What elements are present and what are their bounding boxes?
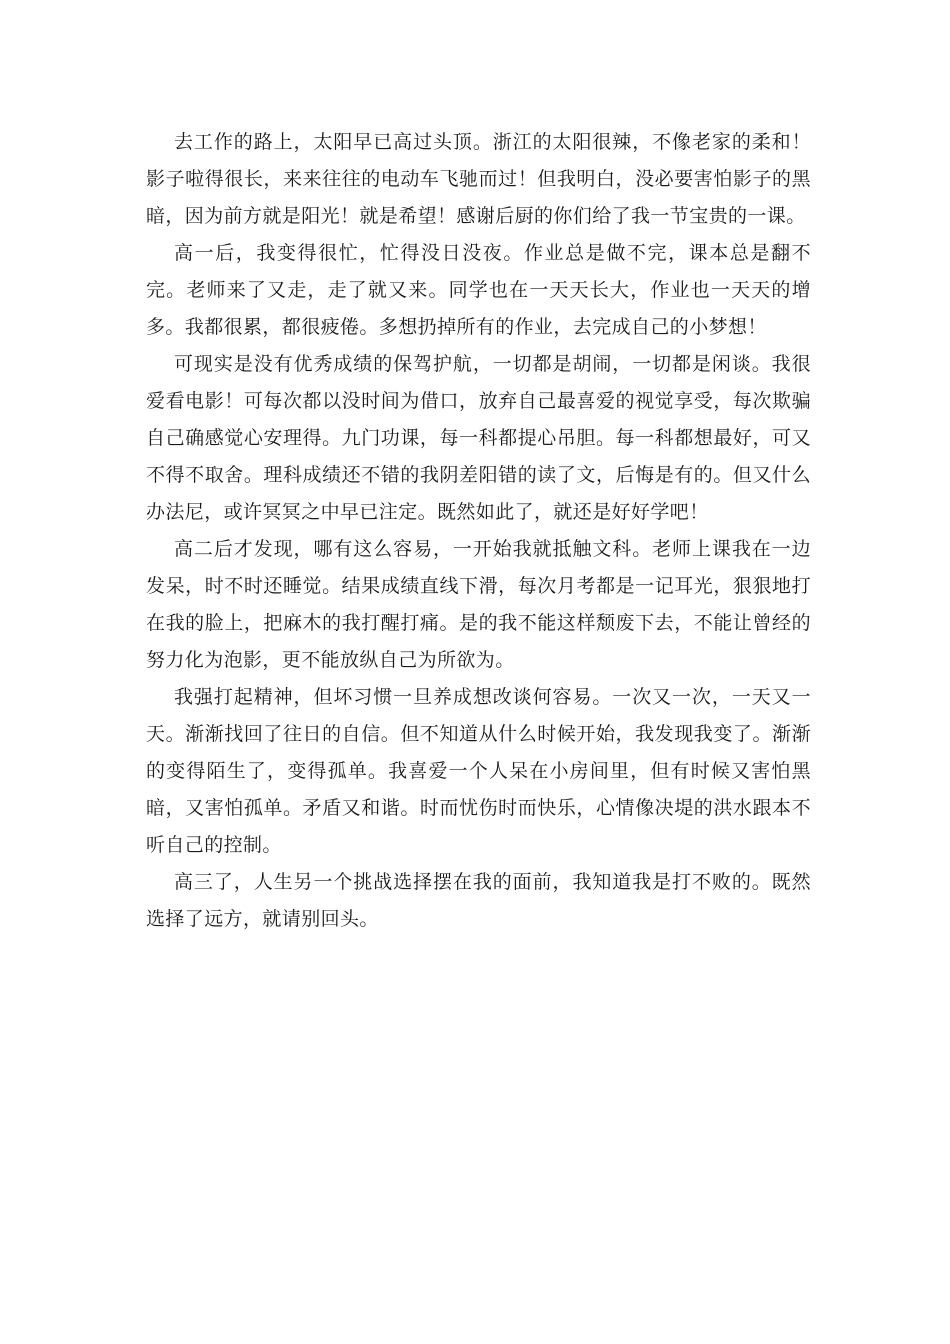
document-body: [146, 124, 811, 938]
paragraph-5: 我强打起精神，但坏习惯一旦养成想改谈何容易。一次又一次，一天又一天。渐渐找回了往日的自信。但不知道从什么时候开始，我发现我变了。渐渐的变得陌生了，变得孤单。我喜爱一个人呆在小房间里，但有时候又害怕黑暗，又害怕孤单。矛盾又和谐。时而忧伤时而快乐，心情像决堤的洪水跟本不听自己的控制。: [146, 686, 811, 856]
paragraph-2: 高一后，我变得很忙，忙得没日没夜。作业总是做不完，课本总是翻不完。老师来了又走，走了就又来。同学也在一天天长大，作业也一天天的增多。我都很累，都很疲倦。多想扔掉所有的作业，去完成自己的小梦想！: [146, 242, 811, 338]
paragraph-6: 高三了，人生另一个挑战选择摆在我的面前，我知道我是打不败的。既然选择了远方，就请别回头。: [146, 871, 811, 930]
paragraph-4: 高二后才发现，哪有这么容易，一开始我就抵触文科。老师上课我在一边发呆，时不时还睡觉。结果成绩直线下滑，每次月考都是一记耳光，狠狠地打在我的脸上，把麻木的我打醒打痛。是的我不能这样颓废下去，不能让曾经的努力化为泡影，更不能放纵自己为所欲为。: [146, 538, 811, 671]
paragraph-3: 可现实是没有优秀成绩的保驾护航，一切都是胡闹，一切都是闲谈。我很爱看电影！可每次都以没时间为借口，放弃自己最喜爱的视觉享受，每次欺骗自己确感觉心安理得。九门功课，每一科都提心吊胆。每一科都想最好，可又不得不取舍。理科成绩还不错的我阴差阳错的读了文，后悔是有的。但又什么办法尼，或许冥冥之中早已注定。既然如此了，就还是好好学吧！: [146, 353, 811, 523]
paragraph-1: 去工作的路上，太阳早已高过头顶。浙江的太阳很辣，不像老家的柔和！影子啦得很长，来来往往的电动车飞驰而过！但我明白，没必要害怕影子的黑暗，因为前方就是阳光！就是希望！感谢后厨的你们给了我一节宝贵的一课。: [146, 131, 811, 227]
